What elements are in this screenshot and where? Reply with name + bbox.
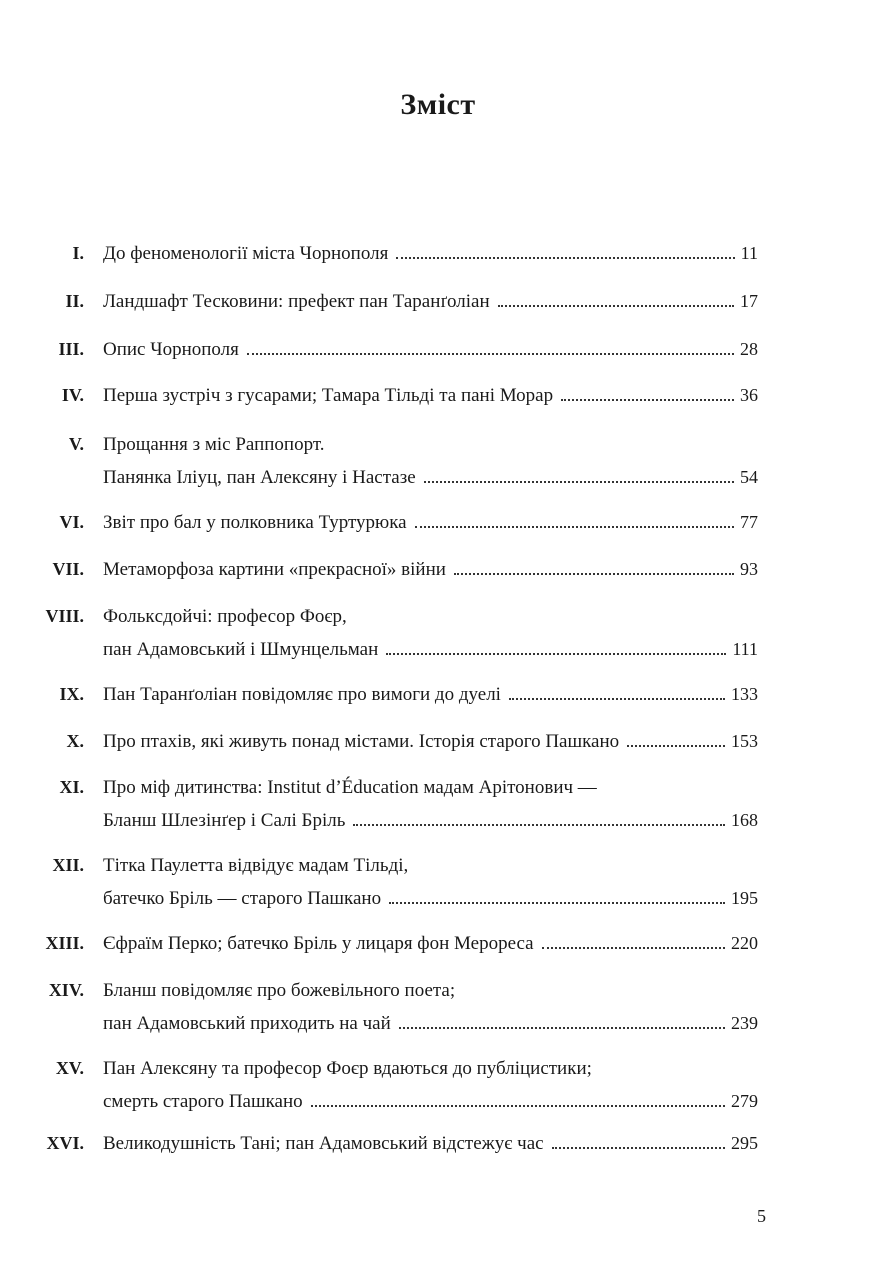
page-ref: 77 [740,512,758,532]
chapter-number: XIV. [48,980,84,1000]
dot-leader [399,1027,725,1029]
dot-leader [389,902,725,904]
chapter-title: Звіт про бал у полковника Туртурюка [103,512,407,533]
page-ref: 54 [740,467,758,487]
chapter-number: XVI. [46,1133,84,1153]
chapter-title: Про міф дитинства: Institut d’Éducation мадам Арітонович — [103,777,597,798]
page-ref: 111 [732,639,758,659]
page-ref: 28 [740,339,758,359]
page-ref: 11 [740,243,758,263]
dot-leader [311,1105,725,1107]
chapter-title: пан Адамовський і Шмунцельман [103,639,379,660]
chapter-title: Прощання з міс Раппопорт. [103,434,325,455]
chapter-number: VI. [59,512,84,532]
chapter-title: Великодушність Тані; пан Адамовський відстежує час [103,1133,544,1154]
page-ref: 17 [740,291,758,311]
page-ref: 295 [731,1133,758,1153]
chapter-number: IX. [59,684,84,704]
chapter-title: Метаморфоза картини «прекрасної» війни [103,559,446,580]
chapter-title: Єфраїм Перко; батечко Бріль у лицаря фон Мерореса [103,933,534,954]
chapter-title: Перша зустріч з гусарами; Тамара Тільді та пані Морар [103,385,554,406]
page-ref: 168 [731,810,758,830]
chapter-title: смерть старого Пашкано [103,1091,303,1112]
chapter-number: III. [58,339,84,359]
dot-leader [415,526,734,528]
chapter-title: Панянка Іліуц, пан Алексяну і Настазе [103,467,416,488]
chapter-number: V. [68,434,84,454]
dot-leader [424,481,734,483]
page-ref: 220 [731,933,758,953]
dot-leader [396,257,734,259]
chapter-title: Бланш Шлезінґер і Салі Бріль [103,810,346,831]
page-ref: 133 [731,684,758,704]
page-ref: 239 [731,1013,758,1033]
page-ref: 93 [740,559,758,579]
page-ref: 153 [731,731,758,751]
chapter-number: VIII. [45,606,84,626]
chapter-number: VII. [52,559,84,579]
chapter-title: Опис Чорнополя [103,339,239,360]
chapter-title: Про птахів, які живуть понад містами. Історія старого Пашкано [103,731,620,752]
chapter-title: До феноменології міста Чорнополя [103,243,389,264]
page-ref: 36 [740,385,758,405]
page-title: Зміст [400,88,476,121]
chapter-number: I. [72,243,84,263]
chapter-number: X. [66,731,84,751]
dot-leader [247,353,734,355]
chapter-number: XIII. [45,933,84,953]
dot-leader [561,399,734,401]
chapter-number: XI. [59,777,84,797]
chapter-number: XV. [55,1058,84,1078]
chapter-title: Тітка Паулетта відвідує мадам Тільді, [103,855,409,876]
chapter-title: Пан Алексяну та професор Фоєр вдаються до публіцистики; [103,1058,592,1079]
page-ref: 279 [731,1091,758,1111]
chapter-number: XII. [52,855,84,875]
chapter-title: Фолькcдойчі: професор Фоєр, [103,606,347,627]
dot-leader [454,573,734,575]
dot-leader [552,1147,725,1149]
chapter-title: Бланш повідомляє про божевільного поета; [103,980,456,1001]
chapter-number: IV. [61,385,84,405]
dot-leader [627,745,725,747]
chapter-number: II. [65,291,84,311]
dot-leader [542,947,725,949]
dot-leader [498,305,734,307]
dot-leader [509,698,725,700]
dot-leader [386,653,726,655]
dot-leader [353,824,725,826]
chapter-title: Ландшафт Тесковини: префект пан Таранґоліан [103,291,490,312]
chapter-title: пан Адамовський приходить на чай [103,1013,391,1034]
page-number: 5 [757,1206,766,1226]
chapter-title: Пан Таранґоліан повідомляє про вимоги до дуелі [103,684,501,705]
chapter-title: батечко Бріль — старого Пашкано [103,888,382,909]
page-ref: 195 [731,888,758,908]
